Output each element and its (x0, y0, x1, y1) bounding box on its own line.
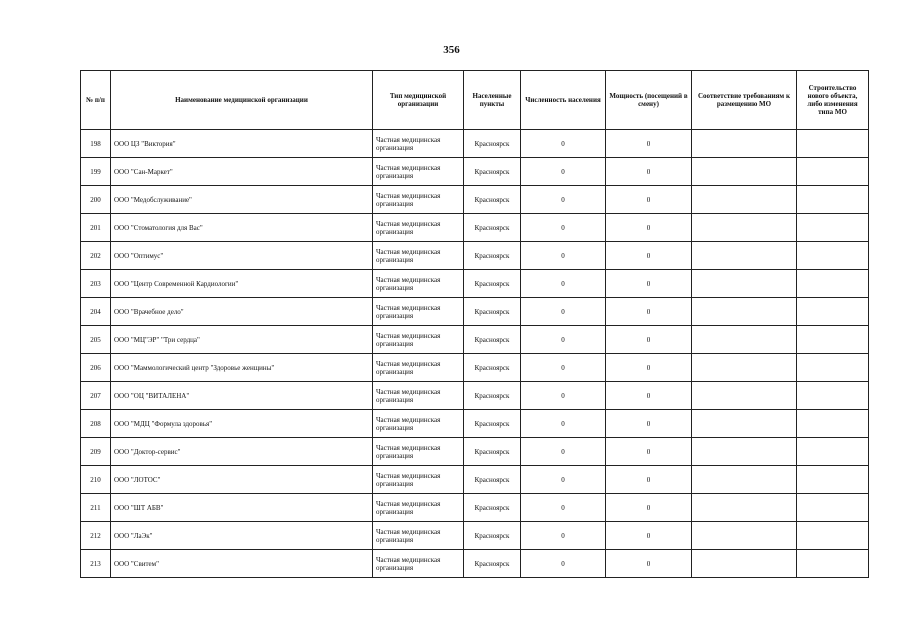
cell-organization-type: Частная медицинская организация (373, 410, 464, 438)
cell-organization-name: ООО "ЛОТОС" (111, 466, 373, 494)
cell-locality: Красноярск (464, 550, 521, 578)
header-num: № п/п (81, 71, 111, 130)
cell-capacity: 0 (606, 550, 692, 578)
cell-compliance (692, 326, 797, 354)
table-row (81, 438, 869, 466)
cell-population: 0 (521, 270, 606, 298)
cell-capacity: 0 (606, 354, 692, 382)
cell-compliance (692, 298, 797, 326)
cell-construction (797, 130, 869, 158)
cell-organization-type: Частная медицинская организация (373, 270, 464, 298)
cell-capacity: 0 (606, 326, 692, 354)
cell-construction (797, 438, 869, 466)
cell-organization-type: Частная медицинская организация (373, 466, 464, 494)
cell-organization-type: Частная медицинская организация (373, 522, 464, 550)
table-row (81, 522, 869, 550)
cell-locality: Красноярск (464, 158, 521, 186)
cell-locality: Красноярск (464, 326, 521, 354)
table-row (81, 130, 869, 158)
cell-locality: Красноярск (464, 186, 521, 214)
table-row (81, 270, 869, 298)
cell-population: 0 (521, 494, 606, 522)
cell-construction (797, 522, 869, 550)
cell-compliance (692, 522, 797, 550)
cell-row-number: 198 (81, 130, 111, 158)
cell-locality: Красноярск (464, 382, 521, 410)
cell-organization-type: Частная медицинская организация (373, 550, 464, 578)
cell-organization-type: Частная медицинская организация (373, 186, 464, 214)
cell-capacity: 0 (606, 158, 692, 186)
cell-organization-name: ООО "Врачебное дело" (111, 298, 373, 326)
cell-row-number: 206 (81, 354, 111, 382)
table-row (81, 410, 869, 438)
cell-locality: Красноярск (464, 410, 521, 438)
cell-locality: Красноярск (464, 298, 521, 326)
cell-organization-type: Частная медицинская организация (373, 242, 464, 270)
cell-compliance (692, 466, 797, 494)
cell-organization-name: ООО "Маммологический центр "Здоровье женщины" (111, 354, 373, 382)
cell-organization-name: ООО "ОЦ "ВИТАЛЕНА" (111, 382, 373, 410)
cell-construction (797, 270, 869, 298)
cell-row-number: 207 (81, 382, 111, 410)
cell-construction (797, 326, 869, 354)
cell-organization-name: ООО "Сан-Маркет" (111, 158, 373, 186)
cell-row-number: 201 (81, 214, 111, 242)
cell-construction (797, 354, 869, 382)
cell-organization-name: ООО ЦЗ "Виктория" (111, 130, 373, 158)
cell-locality: Красноярск (464, 354, 521, 382)
table-header-row (81, 71, 869, 130)
table-row (81, 298, 869, 326)
table-row (81, 186, 869, 214)
table-row (81, 214, 869, 242)
cell-organization-name: ООО "Оптимус" (111, 242, 373, 270)
cell-locality: Красноярск (464, 494, 521, 522)
cell-construction (797, 410, 869, 438)
cell-organization-type: Частная медицинская организация (373, 326, 464, 354)
cell-construction (797, 382, 869, 410)
cell-capacity: 0 (606, 410, 692, 438)
cell-row-number: 202 (81, 242, 111, 270)
cell-capacity: 0 (606, 466, 692, 494)
cell-construction (797, 158, 869, 186)
header-population: Численность населения (521, 71, 606, 130)
table-row (81, 158, 869, 186)
cell-row-number: 203 (81, 270, 111, 298)
cell-compliance (692, 410, 797, 438)
cell-locality: Красноярск (464, 466, 521, 494)
cell-capacity: 0 (606, 382, 692, 410)
table-row (81, 354, 869, 382)
cell-capacity: 0 (606, 242, 692, 270)
cell-organization-name: ООО "Медобслуживание" (111, 186, 373, 214)
cell-compliance (692, 270, 797, 298)
cell-construction (797, 214, 869, 242)
cell-compliance (692, 214, 797, 242)
cell-locality: Красноярск (464, 270, 521, 298)
cell-compliance (692, 382, 797, 410)
cell-compliance (692, 354, 797, 382)
header-compliance: Соответствие требованиям к размещению МО (692, 71, 797, 130)
cell-row-number: 211 (81, 494, 111, 522)
cell-population: 0 (521, 522, 606, 550)
cell-organization-name: ООО "МЦ"ЭР" "Три сердца" (111, 326, 373, 354)
header-construction: Строительство нового объекта, либо изменения типа МО (797, 71, 869, 130)
cell-row-number: 208 (81, 410, 111, 438)
cell-organization-type: Частная медицинская организация (373, 298, 464, 326)
cell-locality: Красноярск (464, 242, 521, 270)
cell-row-number: 213 (81, 550, 111, 578)
table-row (81, 466, 869, 494)
cell-population: 0 (521, 242, 606, 270)
header-name: Наименование медицинской организации (111, 71, 373, 130)
cell-population: 0 (521, 326, 606, 354)
cell-organization-type: Частная медицинская организация (373, 438, 464, 466)
cell-population: 0 (521, 382, 606, 410)
cell-organization-type: Частная медицинская организация (373, 158, 464, 186)
table-row (81, 494, 869, 522)
cell-construction (797, 550, 869, 578)
cell-organization-name: ООО "Центр Современной Кардиологии" (111, 270, 373, 298)
cell-capacity: 0 (606, 130, 692, 158)
table-row (81, 550, 869, 578)
cell-compliance (692, 494, 797, 522)
table-row (81, 382, 869, 410)
cell-construction (797, 242, 869, 270)
cell-organization-name: ООО "Доктор-сервис" (111, 438, 373, 466)
cell-row-number: 204 (81, 298, 111, 326)
cell-population: 0 (521, 438, 606, 466)
cell-locality: Красноярск (464, 522, 521, 550)
cell-population: 0 (521, 298, 606, 326)
cell-construction (797, 466, 869, 494)
cell-population: 0 (521, 158, 606, 186)
cell-compliance (692, 242, 797, 270)
cell-compliance (692, 438, 797, 466)
cell-organization-name: ООО "Стоматология для Вас" (111, 214, 373, 242)
cell-population: 0 (521, 466, 606, 494)
cell-capacity: 0 (606, 214, 692, 242)
cell-organization-name: ООО "ШТ АБВ" (111, 494, 373, 522)
cell-capacity: 0 (606, 186, 692, 214)
cell-row-number: 205 (81, 326, 111, 354)
cell-compliance (692, 158, 797, 186)
header-type: Тип медицинской организации (373, 71, 464, 130)
cell-capacity: 0 (606, 438, 692, 466)
cell-construction (797, 494, 869, 522)
cell-construction (797, 186, 869, 214)
cell-organization-name: ООО "ЛаЭк" (111, 522, 373, 550)
cell-organization-type: Частная медицинская организация (373, 214, 464, 242)
cell-row-number: 210 (81, 466, 111, 494)
header-locality: Населенные пункты (464, 71, 521, 130)
cell-organization-name: ООО "Свитем" (111, 550, 373, 578)
cell-row-number: 200 (81, 186, 111, 214)
cell-compliance (692, 130, 797, 158)
cell-locality: Красноярск (464, 438, 521, 466)
cell-compliance (692, 186, 797, 214)
cell-organization-name: ООО "МДЦ "Формула здоровья" (111, 410, 373, 438)
cell-compliance (692, 550, 797, 578)
cell-row-number: 199 (81, 158, 111, 186)
cell-population: 0 (521, 130, 606, 158)
table-row (81, 242, 869, 270)
organizations-table (80, 70, 869, 578)
cell-organization-type: Частная медицинская организация (373, 354, 464, 382)
cell-capacity: 0 (606, 298, 692, 326)
cell-capacity: 0 (606, 494, 692, 522)
cell-organization-type: Частная медицинская организация (373, 382, 464, 410)
cell-organization-type: Частная медицинская организация (373, 494, 464, 522)
cell-row-number: 212 (81, 522, 111, 550)
page-number: 356 (443, 44, 460, 56)
header-capacity: Мощность (посещений в смену) (606, 71, 692, 130)
cell-population: 0 (521, 214, 606, 242)
cell-capacity: 0 (606, 522, 692, 550)
cell-capacity: 0 (606, 270, 692, 298)
table-row (81, 326, 869, 354)
cell-population: 0 (521, 410, 606, 438)
cell-organization-type: Частная медицинская организация (373, 130, 464, 158)
cell-population: 0 (521, 186, 606, 214)
cell-locality: Красноярск (464, 214, 521, 242)
cell-locality: Красноярск (464, 130, 521, 158)
cell-row-number: 209 (81, 438, 111, 466)
table-body (81, 130, 869, 578)
cell-population: 0 (521, 354, 606, 382)
cell-population: 0 (521, 550, 606, 578)
cell-construction (797, 298, 869, 326)
